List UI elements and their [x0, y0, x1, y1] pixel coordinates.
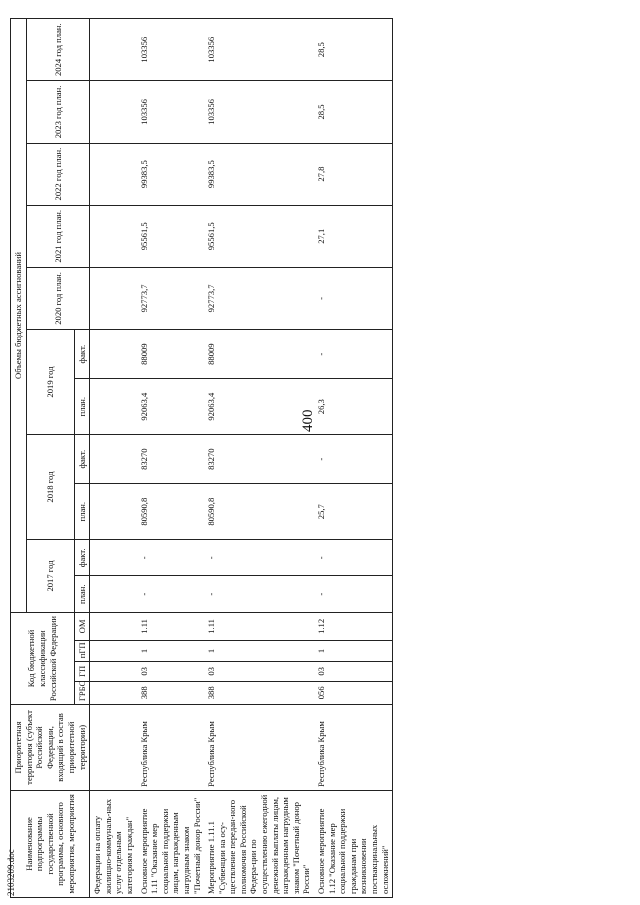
cell-2023: 103356 [137, 81, 205, 143]
table-row [314, 19, 393, 898]
cell-2021: 95561,5 [204, 205, 314, 267]
cell-grbs: 388 [204, 681, 314, 705]
cell-2017-plan: - [314, 576, 393, 612]
cell-gp: 03 [137, 662, 205, 681]
row-territory: Республика Крым [204, 705, 314, 791]
header-name: Наименование подпрограммы государственной программы, основного мероприятия, мероприятия [11, 790, 90, 897]
cell-2020: 92773,7 [137, 267, 205, 329]
continued-name-cell: Федерации на оплату жилищно-коммуналь-ных услуг отдельным категориям граждан" [90, 790, 137, 897]
cell-2024: 103356 [137, 19, 205, 81]
header-volumes: Объемы бюджетных ассигнований [11, 19, 27, 613]
header-2018-fact: факт. [74, 435, 90, 484]
table-row [137, 19, 205, 898]
cell-pgp: 1 [204, 640, 314, 661]
cell-2021: 27,1 [314, 205, 393, 267]
table-body [90, 19, 393, 898]
row-name: Основное мероприятие 1.12 "Оказание мер социальной поддержки гражданам при возникновении поствакцинальных осложнений" [314, 790, 393, 897]
cell-2018-fact: - [314, 435, 393, 484]
header-2017-fact: факт. [74, 540, 90, 576]
budget-table [10, 18, 393, 898]
header-code: Код бюджетной классификации Российской Федерации [11, 612, 75, 704]
cell-2023: 28,5 [314, 81, 393, 143]
header-2019-fact: факт. [74, 330, 90, 379]
header-grbs: ГРБС [74, 681, 90, 705]
cell-om: 1.11 [137, 612, 205, 640]
cell-2017-plan: - [137, 576, 205, 612]
cell-2017-fact: - [204, 540, 314, 576]
cell-2017-fact: - [314, 540, 393, 576]
cell-2019-plan: 92063,4 [137, 379, 205, 435]
row-territory: Республика Крым [137, 705, 205, 791]
header-2021: 2021 год план. [26, 205, 90, 267]
cell-2019-plan: 26,3 [314, 379, 393, 435]
cell-2024: 103356 [204, 19, 314, 81]
cell-2022: 27,8 [314, 143, 393, 205]
cell-grbs: 388 [137, 681, 205, 705]
header-2017-plan: план. [74, 576, 90, 612]
page-number: 400 [300, 409, 316, 432]
cell-2022: 99383,5 [137, 143, 205, 205]
header-2019-plan: план. [74, 379, 90, 435]
header-2024: 2024 год план. [26, 19, 90, 81]
cell-2021: 95561,5 [137, 205, 205, 267]
cell-gp: 03 [314, 662, 393, 681]
header-2017: 2017 год [26, 540, 74, 613]
row-name: Мероприятие 1.11.1 "Субвенции на осу-ществление передан-ного полномочия Российской Федера-ции по осуществлению ежегодной денежной выплаты лицам, награжденным нагрудным знаком "Почетный донор России" [204, 790, 314, 897]
table-row [204, 19, 314, 898]
header-2022: 2022 год план. [26, 143, 90, 205]
cell-2018-fact: 83270 [137, 435, 205, 484]
cell-2023: 103356 [204, 81, 314, 143]
cell-2024: 28,5 [314, 19, 393, 81]
rotated-table-area [10, 18, 630, 898]
cell-2020: 92773,7 [204, 267, 314, 329]
cell-2017-fact: - [137, 540, 205, 576]
cell-2019-fact: 88009 [204, 330, 314, 379]
cell-om: 1.12 [314, 612, 393, 640]
cell-grbs: 056 [314, 681, 393, 705]
cell-2017-plan: - [204, 576, 314, 612]
cell-2022: 99383,5 [204, 143, 314, 205]
cell-2019-plan: 92063,4 [204, 379, 314, 435]
cell-2018-plan: 25,7 [314, 484, 393, 540]
header-2019: 2019 год [26, 330, 74, 435]
cell-pgp: 1 [137, 640, 205, 661]
cell-2019-fact: 88009 [137, 330, 205, 379]
header-2020: 2020 год план. [26, 267, 90, 329]
row-territory: Республика Крым [314, 705, 393, 791]
cell-2018-plan: 80590,8 [137, 484, 205, 540]
document-filename: 2103209.doc [6, 849, 16, 896]
cell-pgp: 1 [314, 640, 393, 661]
cell-2020: - [314, 267, 393, 329]
table-header [11, 19, 90, 898]
table-row-continuation [90, 19, 137, 898]
header-pgp: пГП [74, 640, 90, 661]
cell-om: 1.11 [204, 612, 314, 640]
header-2023: 2023 год план. [26, 81, 90, 143]
cell-gp: 03 [204, 662, 314, 681]
header-2018: 2018 год [26, 435, 74, 540]
header-gp: ГП [74, 662, 90, 681]
header-2018-plan: план. [74, 484, 90, 540]
cell-2018-fact: 83270 [204, 435, 314, 484]
cell-2019-fact: - [314, 330, 393, 379]
row-name: Основное мероприятие 1.11 "Оказание мер социальной поддержки лицам, награжденным нагрудным знаком "Почетный донор России" [137, 790, 205, 897]
header-territory: Приоритетная территория (субъект Российской Федерации, входящий в состав приоритетной территории) [11, 705, 90, 791]
header-om: ОМ [74, 612, 90, 640]
cell-2018-plan: 80590,8 [204, 484, 314, 540]
